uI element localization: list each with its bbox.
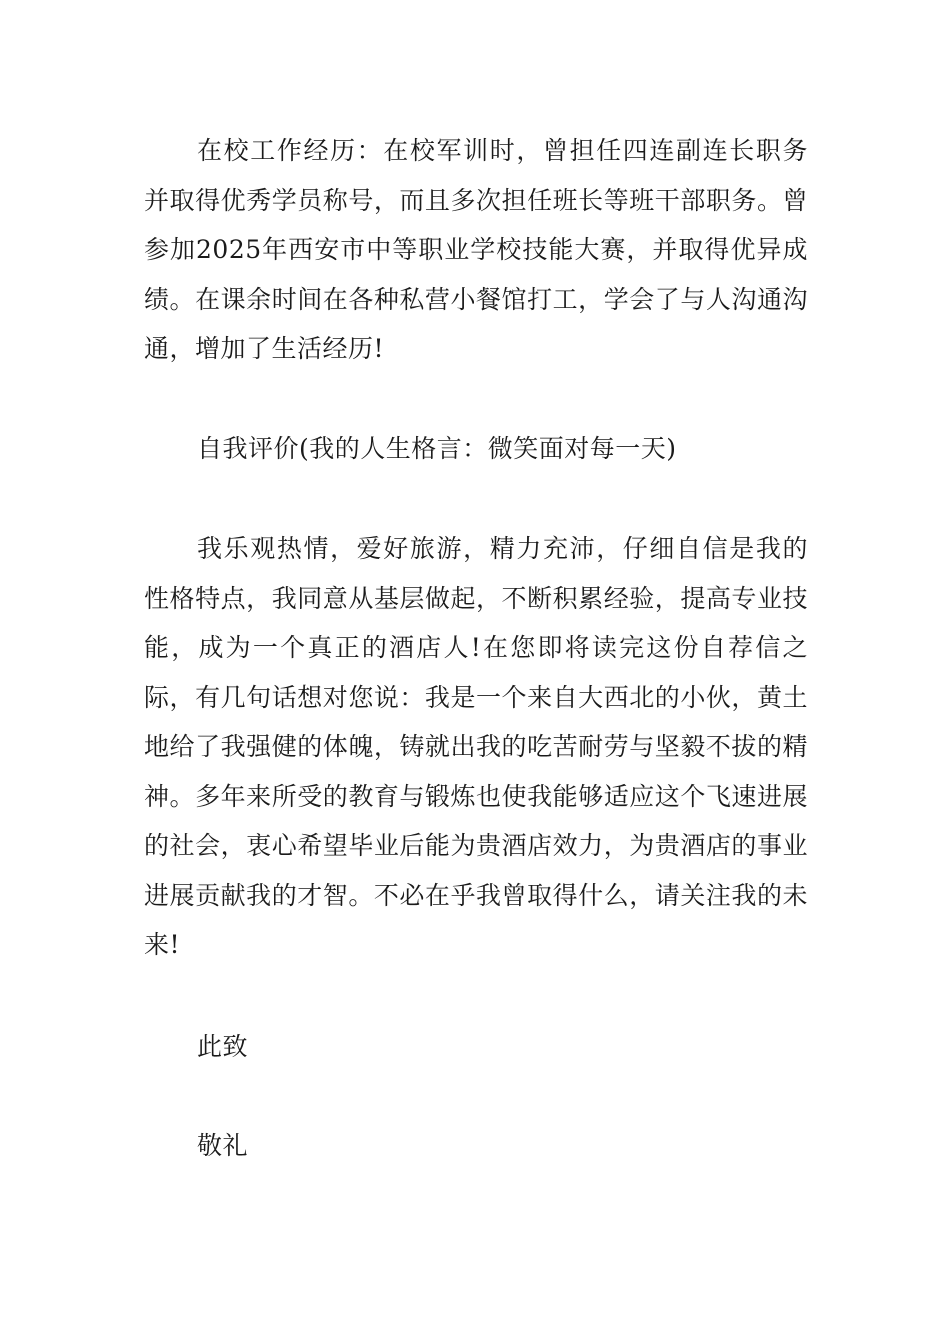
work-experience-paragraph: 在校工作经历：在校军训时，曾担任四连副连长职务并取得优秀学员称号，而且多次担任班长等班干部职务。曾参加2025年西安市中等职业学校技能大赛，并取得优异成绩。在课余时间在各种私营小餐馆打工，学会了与人沟通沟通，增加了生活经历! (144, 136, 808, 363)
self-evaluation-heading: 自我评价(我的人生格言：微笑面对每一天) (197, 434, 677, 463)
closing-line: 此致 (197, 1032, 249, 1061)
salutation-line: 敬礼 (197, 1131, 249, 1160)
self-evaluation-paragraph: 我乐观热情，爱好旅游，精力充沛，仔细自信是我的性格特点，我同意从基层做起，不断积累经验，提高专业技能，成为一个真正的酒店人!在您即将读完这份自荐信之际，有几句话想对您说：我是一个来自大西北的小伙，黄土地给了我强健的体魄，铸就出我的吃苦耐劳与坚毅不拔的精神。多年来所受的教育与锻炼也使我能够适应这个飞速进展的社会，衷心希望毕业后能为贵酒店效力，为贵酒店的事业进展贡献我的才智。不必在乎我曾取得什么，请关注我的未来! (144, 534, 808, 959)
